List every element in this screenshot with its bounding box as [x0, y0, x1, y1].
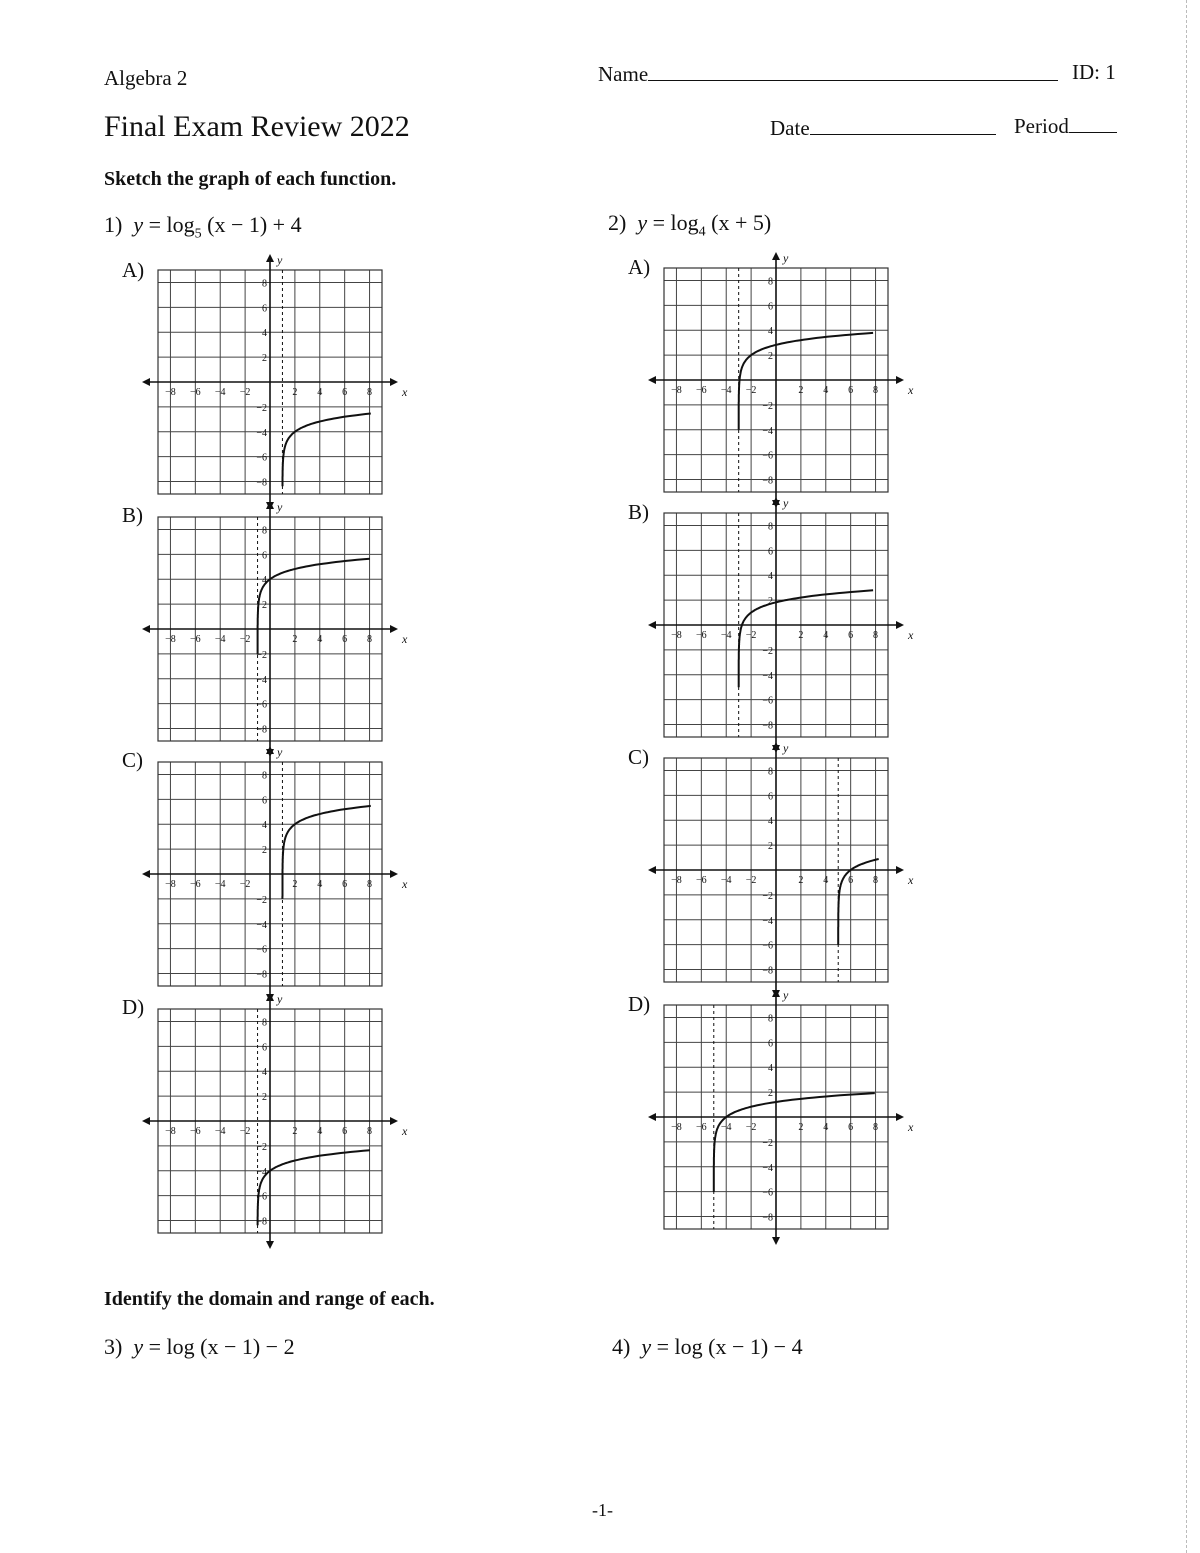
x-axis-label: x	[908, 873, 914, 887]
x-axis-label: x	[402, 1124, 408, 1138]
problem-number: 2)	[608, 210, 627, 235]
x-axis-label: x	[402, 632, 408, 646]
problem-3: 3) y = log (x − 1) − 2	[104, 1334, 295, 1359]
y-tick-label: 4	[768, 1063, 773, 1075]
x-tick-label: 8	[367, 879, 373, 890]
y-tick-label: −8	[256, 477, 267, 489]
y-tick-label: −8	[762, 720, 773, 732]
section1-instruction: Sketch the graph of each function.	[104, 168, 397, 190]
x-tick-label: 6	[342, 387, 348, 398]
x-tick-label: 2	[292, 1126, 298, 1137]
x-tick-label: 8	[873, 385, 879, 396]
option-2c-label[interactable]: C)	[628, 745, 649, 769]
y-tick-label: −2	[762, 1137, 773, 1149]
x-tick-label: 6	[848, 1122, 854, 1133]
x-tick-label: −6	[190, 1126, 201, 1137]
x-axis-arrow-left	[142, 625, 150, 633]
x-axis-arrow-right	[390, 1117, 398, 1125]
x-tick-label: 8	[873, 1122, 879, 1133]
x-tick-label: −6	[696, 1122, 707, 1133]
y-tick-label: −4	[256, 1166, 267, 1178]
x-tick-label: −8	[165, 1126, 176, 1137]
date-blank[interactable]	[810, 116, 996, 135]
y-tick-label: 8	[262, 1017, 267, 1029]
y-tick-label: 2	[262, 353, 267, 365]
x-axis-arrow-right	[896, 866, 904, 874]
y-tick-label: 2	[262, 600, 267, 612]
y-axis-arrow-up	[266, 254, 274, 262]
problem-2: 2) $y = \log_4 (x + 5)$	[608, 210, 772, 240]
x-tick-label: 4	[823, 385, 829, 396]
period-label: Period	[1014, 114, 1069, 138]
y-tick-label: −8	[256, 969, 267, 981]
y-axis-label: y	[783, 741, 789, 755]
x-tick-label: 8	[873, 630, 879, 641]
y-tick-label: −2	[256, 649, 267, 661]
y-tick-label: 6	[768, 791, 773, 803]
problem-number: 1)	[104, 212, 123, 237]
x-tick-label: −4	[214, 879, 226, 890]
y-tick-label: −4	[256, 919, 267, 931]
x-tick-label: 4	[317, 634, 323, 645]
option-1a-label[interactable]: A)	[122, 258, 145, 282]
y-tick-label: 2	[262, 1092, 267, 1104]
y-tick-label: −4	[256, 674, 267, 686]
y-tick-label: −8	[762, 475, 773, 487]
y-axis-label: y	[783, 496, 789, 510]
x-tick-label: 8	[367, 1126, 373, 1137]
y-tick-label: −4	[762, 425, 773, 437]
x-tick-label: 6	[848, 630, 854, 641]
y-tick-label: 6	[262, 1042, 267, 1054]
graph-1b	[158, 500, 408, 741]
page-edge-perforation	[1186, 0, 1187, 1553]
x-tick-label: 8	[367, 387, 373, 398]
x-axis-arrow-right	[896, 376, 904, 384]
x-tick-label: −6	[190, 387, 201, 398]
y-tick-label: 2	[768, 1088, 773, 1100]
y-tick-label: 6	[768, 546, 773, 558]
y-tick-label: 2	[262, 845, 267, 857]
x-axis-label: x	[402, 877, 408, 891]
x-tick-label: 6	[342, 634, 348, 645]
y-tick-label: 4	[262, 1067, 267, 1079]
y-axis-arrow-down	[772, 1237, 780, 1245]
x-axis-label: x	[908, 628, 914, 642]
name-field[interactable]	[598, 62, 1058, 87]
graph-2d	[664, 988, 914, 1229]
graph-2b	[664, 496, 914, 737]
page-title: Final Exam Review 2022	[104, 110, 410, 143]
name-label: Name	[598, 62, 649, 86]
x-tick-label: −4	[214, 387, 226, 398]
x-axis-label: x	[908, 383, 914, 397]
x-tick-label: −4	[720, 875, 732, 886]
log-curve	[283, 414, 371, 487]
y-tick-label: −6	[762, 450, 773, 462]
y-tick-label: −8	[256, 1216, 267, 1228]
y-tick-label: 6	[262, 795, 267, 807]
date-label: Date	[770, 116, 810, 140]
x-axis-arrow-right	[896, 1113, 904, 1121]
x-tick-label: −6	[190, 879, 201, 890]
log-curve	[739, 333, 873, 430]
y-tick-label: 2	[768, 841, 773, 853]
x-tick-label: 6	[342, 879, 348, 890]
log-curve	[258, 1150, 370, 1225]
period-blank[interactable]	[1069, 114, 1117, 133]
option-2d-label[interactable]: D)	[628, 992, 651, 1016]
y-tick-label: −4	[762, 670, 773, 682]
y-tick-label: −4	[762, 915, 773, 927]
x-tick-label: −6	[190, 634, 201, 645]
x-tick-label: 4	[823, 630, 829, 641]
x-tick-label: −8	[165, 387, 176, 398]
x-tick-label: −8	[165, 634, 176, 645]
x-axis-label: x	[908, 1120, 914, 1134]
x-tick-label: −4	[214, 634, 226, 645]
x-axis-arrow-left	[648, 376, 656, 384]
y-tick-label: −2	[762, 400, 773, 412]
y-tick-label: 8	[768, 1013, 773, 1025]
x-tick-label: −2	[239, 1126, 251, 1137]
name-blank[interactable]	[648, 62, 1058, 81]
y-tick-label: −4	[256, 427, 267, 439]
x-tick-label: −8	[671, 1122, 682, 1133]
y-tick-label: 2	[768, 351, 773, 363]
x-tick-label: 8	[873, 875, 879, 886]
x-axis-arrow-left	[648, 621, 656, 629]
y-tick-label: −6	[256, 699, 267, 711]
course-name: Algebra 2	[104, 66, 188, 90]
x-tick-label: 4	[823, 875, 829, 886]
x-axis-arrow-right	[896, 621, 904, 629]
option-1c-label[interactable]: C)	[122, 748, 143, 772]
x-tick-label: 2	[798, 1122, 804, 1133]
y-tick-label: −4	[762, 1162, 773, 1174]
graph-1a	[158, 253, 408, 494]
x-tick-label: −8	[671, 630, 682, 641]
x-tick-label: 4	[317, 387, 323, 398]
x-tick-label: −6	[696, 385, 707, 396]
page-number: -1-	[592, 1500, 613, 1520]
x-tick-label: 2	[292, 634, 298, 645]
problem-number: 4)	[612, 1334, 631, 1359]
x-axis-arrow-right	[390, 625, 398, 633]
x-tick-label: 6	[342, 1126, 348, 1137]
y-tick-label: 4	[768, 326, 773, 338]
y-tick-label: 8	[768, 521, 773, 533]
x-tick-label: −8	[671, 875, 682, 886]
id-label: ID: 1	[1072, 60, 1116, 84]
x-tick-label: −2	[745, 630, 757, 641]
graph-1d	[158, 992, 408, 1233]
x-tick-label: −2	[745, 1122, 757, 1133]
graph-1c	[158, 745, 408, 986]
x-axis-arrow-left	[142, 1117, 150, 1125]
x-axis-arrow-right	[390, 378, 398, 386]
option-2b-label[interactable]: B)	[628, 500, 649, 524]
x-tick-label: 8	[367, 634, 373, 645]
x-tick-label: 2	[798, 875, 804, 886]
x-tick-label: 2	[292, 387, 298, 398]
problem-1: 1) $y = \log_5 (x - 1) + 4$	[104, 212, 302, 242]
x-tick-label: −2	[745, 875, 757, 886]
x-tick-label: −2	[745, 385, 757, 396]
y-tick-label: −2	[256, 1141, 267, 1153]
y-tick-label: 8	[262, 525, 267, 537]
y-axis-label: y	[783, 251, 789, 265]
x-tick-label: −8	[671, 385, 682, 396]
x-axis-arrow-right	[390, 870, 398, 878]
x-tick-label: −4	[214, 1126, 226, 1137]
x-tick-label: 4	[317, 879, 323, 890]
y-tick-label: 4	[262, 575, 267, 587]
x-tick-label: −2	[239, 634, 251, 645]
y-tick-label: 4	[768, 816, 773, 828]
option-1d-label[interactable]: D)	[122, 995, 145, 1019]
x-tick-label: −4	[720, 630, 732, 641]
y-tick-label: 8	[768, 766, 773, 778]
y-tick-label: 2	[768, 596, 773, 608]
y-axis-label: y	[277, 500, 283, 514]
y-tick-label: −8	[762, 965, 773, 977]
y-tick-label: −6	[256, 452, 267, 464]
y-axis-label: y	[277, 253, 283, 267]
y-tick-label: 4	[768, 571, 773, 583]
option-2a-label[interactable]: A)	[628, 255, 651, 279]
problem-4: 4) y = log (x − 1) − 4	[612, 1334, 803, 1359]
y-tick-label: −8	[762, 1212, 773, 1224]
x-tick-label: 2	[292, 879, 298, 890]
y-tick-label: 8	[262, 770, 267, 782]
y-tick-label: 6	[768, 301, 773, 313]
y-tick-label: −2	[256, 402, 267, 414]
log-curve	[838, 859, 879, 945]
y-axis-arrow-down	[266, 1241, 274, 1249]
problem-number: 3)	[104, 1334, 123, 1359]
log-curve	[258, 559, 373, 654]
x-axis-arrow-left	[648, 866, 656, 874]
x-tick-label: −2	[239, 387, 251, 398]
x-tick-label: 2	[798, 385, 804, 396]
date-field[interactable]	[770, 116, 996, 141]
y-tick-label: −2	[256, 894, 267, 906]
x-tick-label: −8	[165, 879, 176, 890]
x-tick-label: 2	[798, 630, 804, 641]
x-axis-arrow-left	[142, 870, 150, 878]
y-tick-label: −2	[762, 645, 773, 657]
y-axis-label: y	[277, 992, 283, 1006]
x-tick-label: 4	[317, 1126, 323, 1137]
y-axis-label: y	[277, 745, 283, 759]
y-tick-label: 8	[262, 278, 267, 290]
y-axis-label: y	[783, 988, 789, 1002]
y-tick-label: 6	[768, 1038, 773, 1050]
x-tick-label: −2	[239, 879, 251, 890]
y-tick-label: −6	[762, 1187, 773, 1199]
x-tick-label: 6	[848, 875, 854, 886]
y-tick-label: −6	[762, 695, 773, 707]
x-tick-label: 6	[848, 385, 854, 396]
x-axis-label: x	[402, 385, 408, 399]
x-tick-label: −6	[696, 875, 707, 886]
y-axis-arrow-up	[772, 252, 780, 260]
x-tick-label: −4	[720, 385, 732, 396]
x-axis-arrow-left	[648, 1113, 656, 1121]
section2-instruction: Identify the domain and range of each.	[104, 1288, 435, 1310]
y-tick-label: 4	[262, 328, 267, 340]
x-axis-arrow-left	[142, 378, 150, 386]
y-tick-label: −6	[256, 1191, 267, 1203]
y-tick-label: 6	[262, 303, 267, 315]
y-tick-label: 6	[262, 550, 267, 562]
y-tick-label: −2	[762, 890, 773, 902]
graph-2a	[664, 251, 914, 492]
y-tick-label: −6	[762, 940, 773, 952]
y-tick-label: −6	[256, 944, 267, 956]
y-tick-label: 8	[768, 276, 773, 288]
graph-2c	[664, 741, 914, 982]
x-tick-label: −4	[720, 1122, 732, 1133]
x-tick-label: 4	[823, 1122, 829, 1133]
period-field[interactable]	[1014, 114, 1117, 139]
option-1b-label[interactable]: B)	[122, 503, 143, 527]
y-tick-label: 4	[262, 820, 267, 832]
y-tick-label: −8	[256, 724, 267, 736]
x-tick-label: −6	[696, 630, 707, 641]
